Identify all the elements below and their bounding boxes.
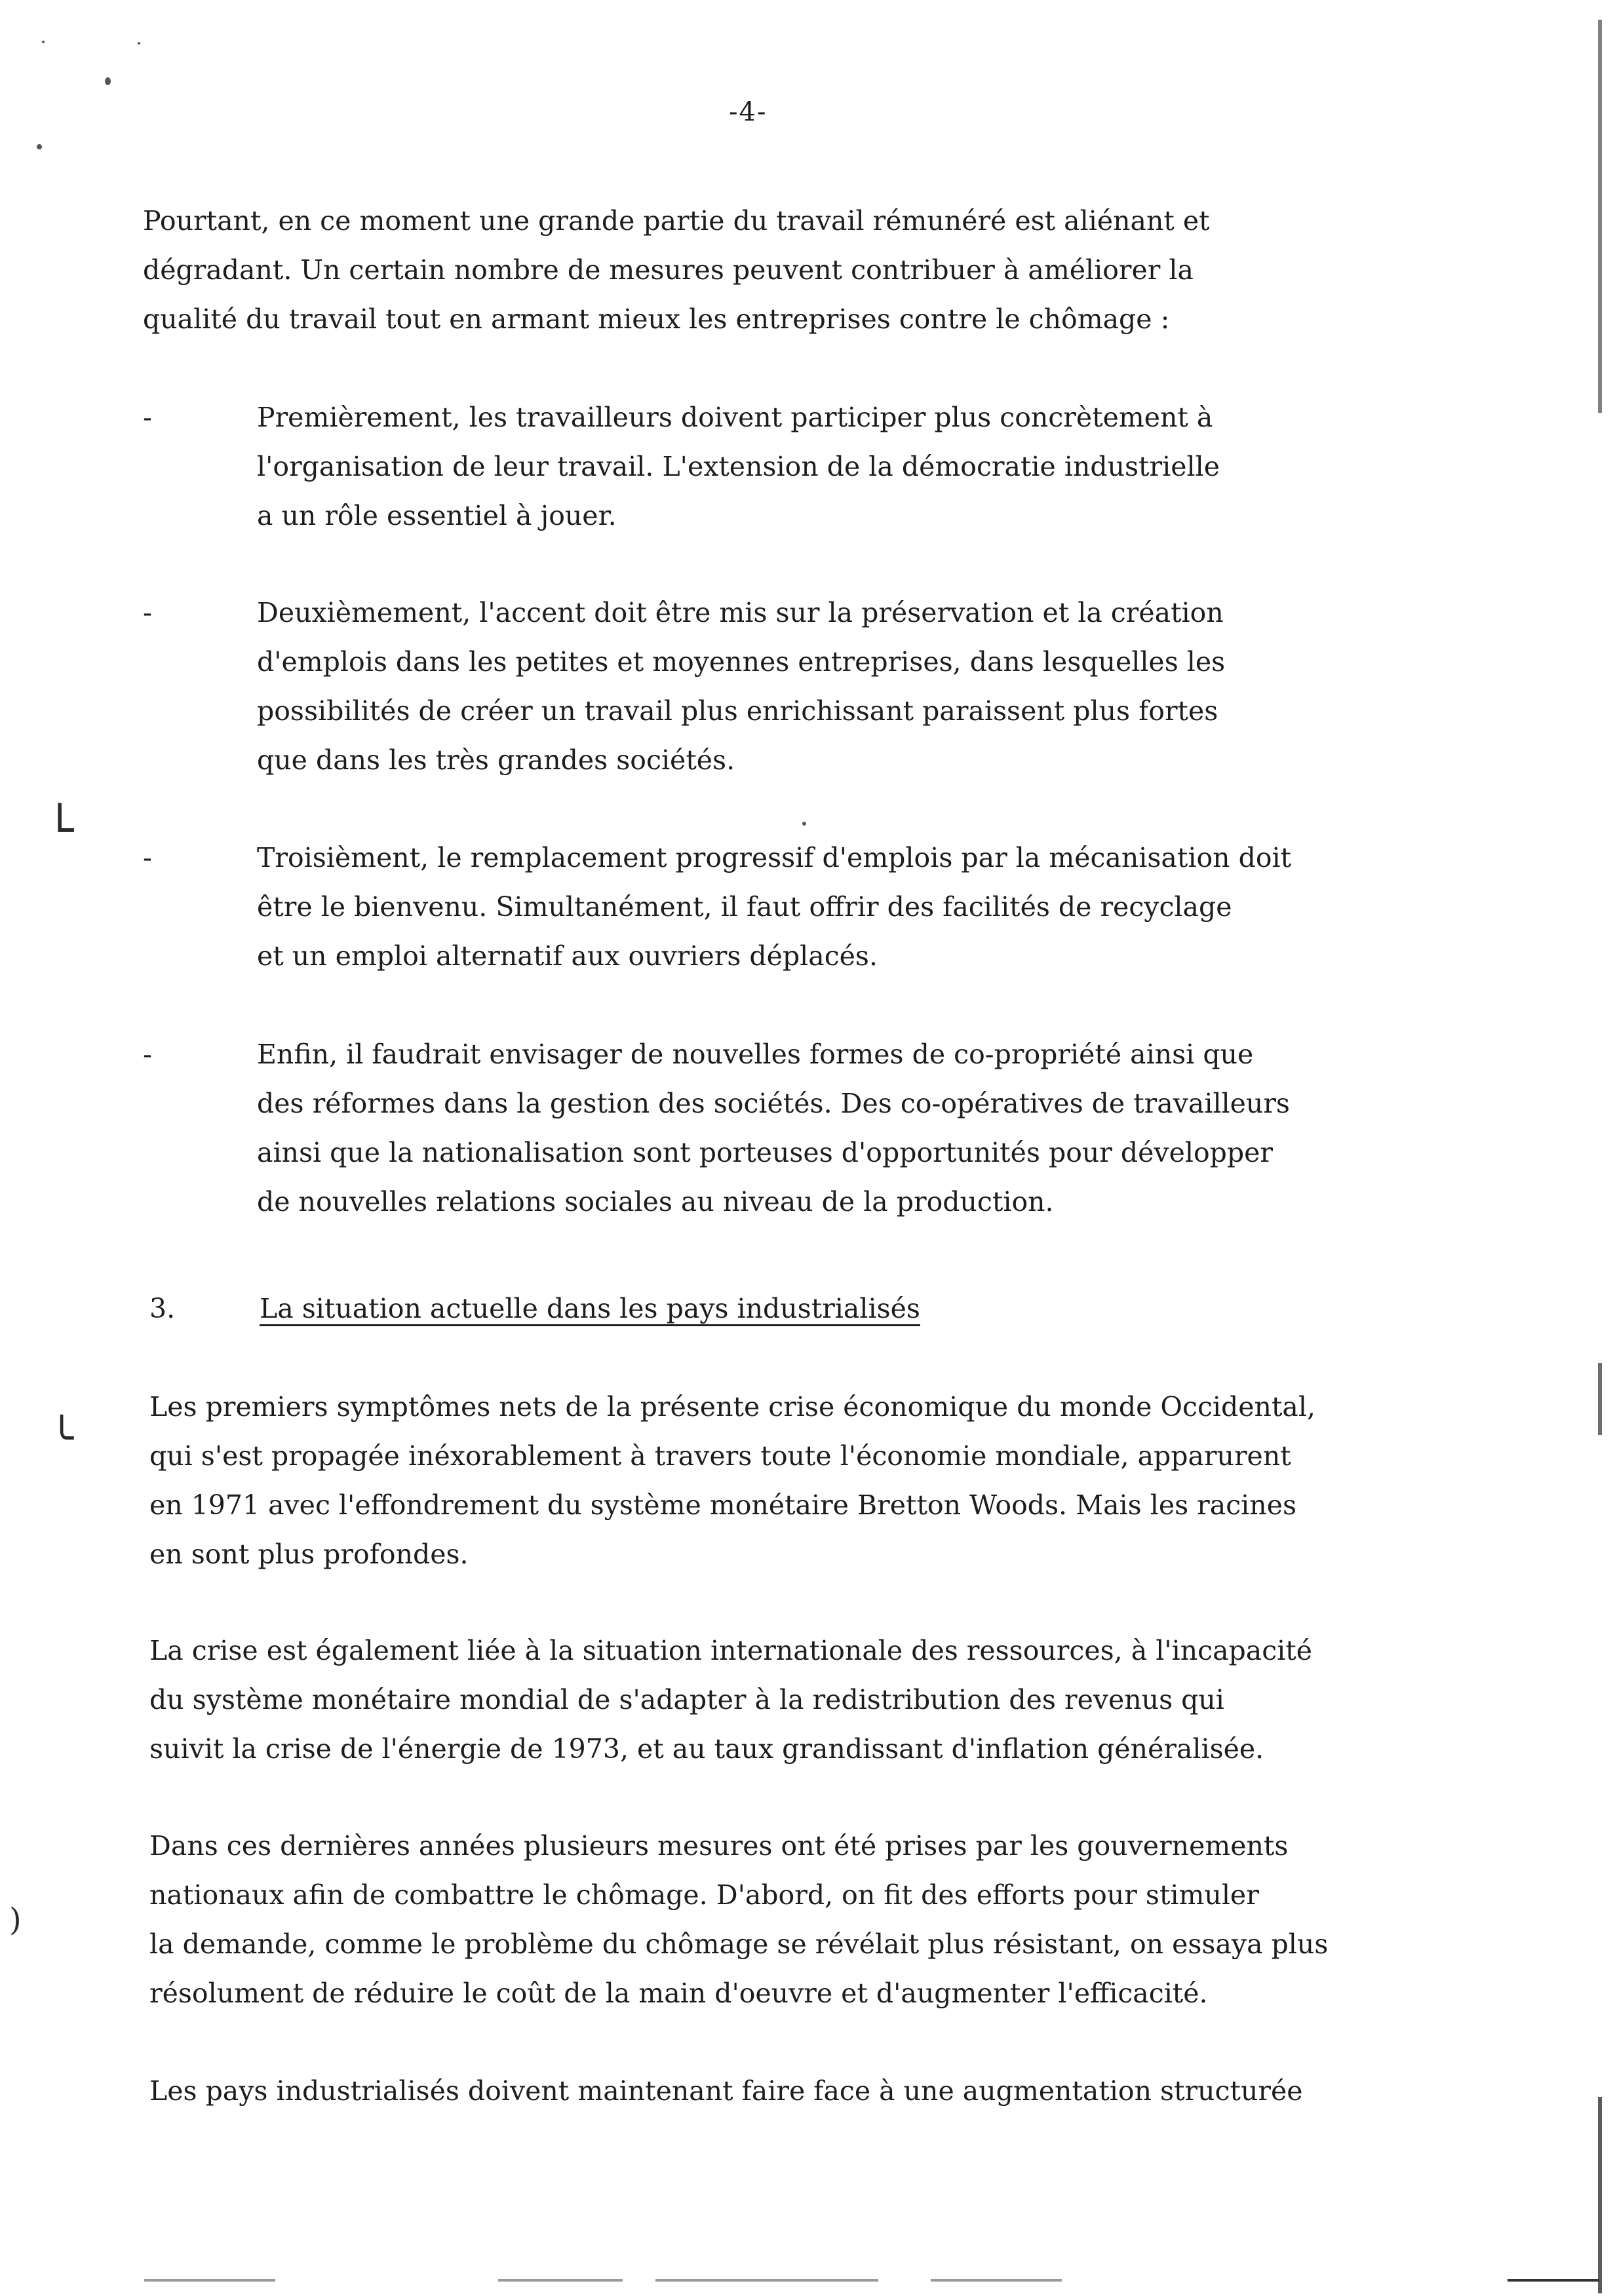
text-line: Enfin, il faudrait envisager de nouvelles formes de co-propriété ainsi que bbox=[257, 1039, 1254, 1070]
text-line: dégradant. Un certain nombre de mesures peuvent contribuer à améliorer la bbox=[143, 254, 1194, 286]
intro-paragraph bbox=[143, 197, 1210, 344]
text-line: Les pays industrialisés doivent maintenant faire face à une augmentation structurée bbox=[149, 2075, 1303, 2107]
text-line: Deuxièmement, l'accent doit être mis sur la préservation et la création bbox=[257, 597, 1224, 628]
text-line: Pourtant, en ce moment une grande partie du travail rémunéré est aliénant et bbox=[143, 205, 1210, 237]
scan-bracket-mark: └ bbox=[46, 803, 74, 857]
body-paragraph bbox=[149, 1626, 1312, 1774]
text-line: que dans les très grandes sociétés. bbox=[257, 744, 735, 776]
scan-bottom-noise bbox=[498, 2279, 623, 2282]
text-line: nationaux afin de combattre le chômage. D'abord, on fit des efforts pour stimuler bbox=[149, 1879, 1259, 1911]
text-line: l'organisation de leur travail. L'extension de la démocratie industrielle bbox=[257, 451, 1220, 482]
measure-item bbox=[257, 1030, 1290, 1227]
scan-speck bbox=[138, 42, 140, 45]
scan-edge-line bbox=[1598, 1363, 1602, 1435]
scan-edge-line bbox=[1598, 20, 1602, 413]
body-paragraph bbox=[149, 2067, 1303, 2116]
body-paragraph bbox=[149, 1822, 1328, 2018]
scan-bottom-noise bbox=[144, 2279, 275, 2282]
scan-speck bbox=[37, 144, 42, 149]
text-line: Premièrement, les travailleurs doivent participer plus concrètement à bbox=[257, 402, 1213, 433]
scan-bottom-noise bbox=[931, 2279, 1062, 2282]
text-line: d'emplois dans les petites et moyennes entreprises, dans lesquelles les bbox=[257, 646, 1226, 678]
text-line: La crise est également liée à la situation internationale des ressources, à l'incapacité bbox=[149, 1635, 1313, 1666]
text-line: être le bienvenu. Simultanément, il faut offrir des facilités de recyclage bbox=[257, 891, 1232, 923]
scan-bottom-noise bbox=[1508, 2279, 1599, 2282]
text-line: des réformes dans la gestion des sociétés. Des co-opératives de travailleurs bbox=[257, 1088, 1290, 1119]
measure-item bbox=[257, 588, 1225, 785]
text-line: Les premiers symptômes nets de la présente crise économique du monde Occidental, bbox=[149, 1391, 1316, 1423]
scan-speck bbox=[802, 822, 806, 826]
section-title: La situation actuelle dans les pays industrialisés bbox=[260, 1293, 920, 1324]
scan-speck bbox=[105, 77, 111, 85]
text-line: de nouvelles relations sociales au niveau de la production. bbox=[257, 1186, 1054, 1217]
text-line: résolument de réduire le coût de la main d'oeuvre et d'augmenter l'efficacité. bbox=[149, 1978, 1208, 2009]
scan-speck bbox=[42, 41, 45, 43]
text-line: Troisièment, le remplacement progressif d'emplois par la mécanisation doit bbox=[257, 842, 1292, 873]
text-line: qui s'est propagée inéxorablement à travers toute l'économie mondiale, apparurent bbox=[149, 1440, 1291, 1472]
text-line: du système monétaire mondial de s'adapter à la redistribution des revenus qui bbox=[149, 1684, 1224, 1715]
list-dash: - bbox=[143, 402, 152, 433]
text-line: Dans ces dernières années plusieurs mesures ont été prises par les gouvernements bbox=[149, 1830, 1289, 1862]
scan-paren-mark: ) bbox=[9, 1902, 22, 1938]
text-line: en sont plus profondes. bbox=[149, 1539, 469, 1570]
list-dash: - bbox=[143, 842, 152, 873]
text-line: en 1971 avec l'effondrement du système monétaire Bretton Woods. Mais les racines bbox=[149, 1489, 1297, 1521]
text-line: ainsi que la nationalisation sont porteuses d'opportunités pour développer bbox=[257, 1137, 1274, 1168]
measure-item bbox=[257, 833, 1291, 981]
scan-bracket-mark: ╰ bbox=[50, 1415, 74, 1461]
list-dash: - bbox=[143, 597, 152, 628]
text-line: et un emploi alternatif aux ouvriers déplacés. bbox=[257, 940, 878, 972]
scan-edge-line bbox=[1598, 2097, 1602, 2293]
text-line: suivit la crise de l'énergie de 1973, et au taux grandissant d'inflation généralisée. bbox=[149, 1733, 1264, 1765]
text-line: la demande, comme le problème du chômage se révélait plus résistant, on essaya plus bbox=[149, 1928, 1329, 1960]
text-line: possibilités de créer un travail plus enrichissant paraissent plus fortes bbox=[257, 695, 1218, 727]
text-line: qualité du travail tout en armant mieux les entreprises contre le chômage : bbox=[143, 303, 1170, 335]
list-dash: - bbox=[143, 1039, 152, 1070]
scan-bottom-noise bbox=[655, 2279, 878, 2282]
body-paragraph bbox=[149, 1383, 1315, 1579]
section-number: 3. bbox=[149, 1293, 176, 1324]
measure-item bbox=[257, 393, 1220, 541]
page-number: -4- bbox=[729, 97, 768, 127]
text-line: a un rôle essentiel à jouer. bbox=[257, 500, 617, 531]
